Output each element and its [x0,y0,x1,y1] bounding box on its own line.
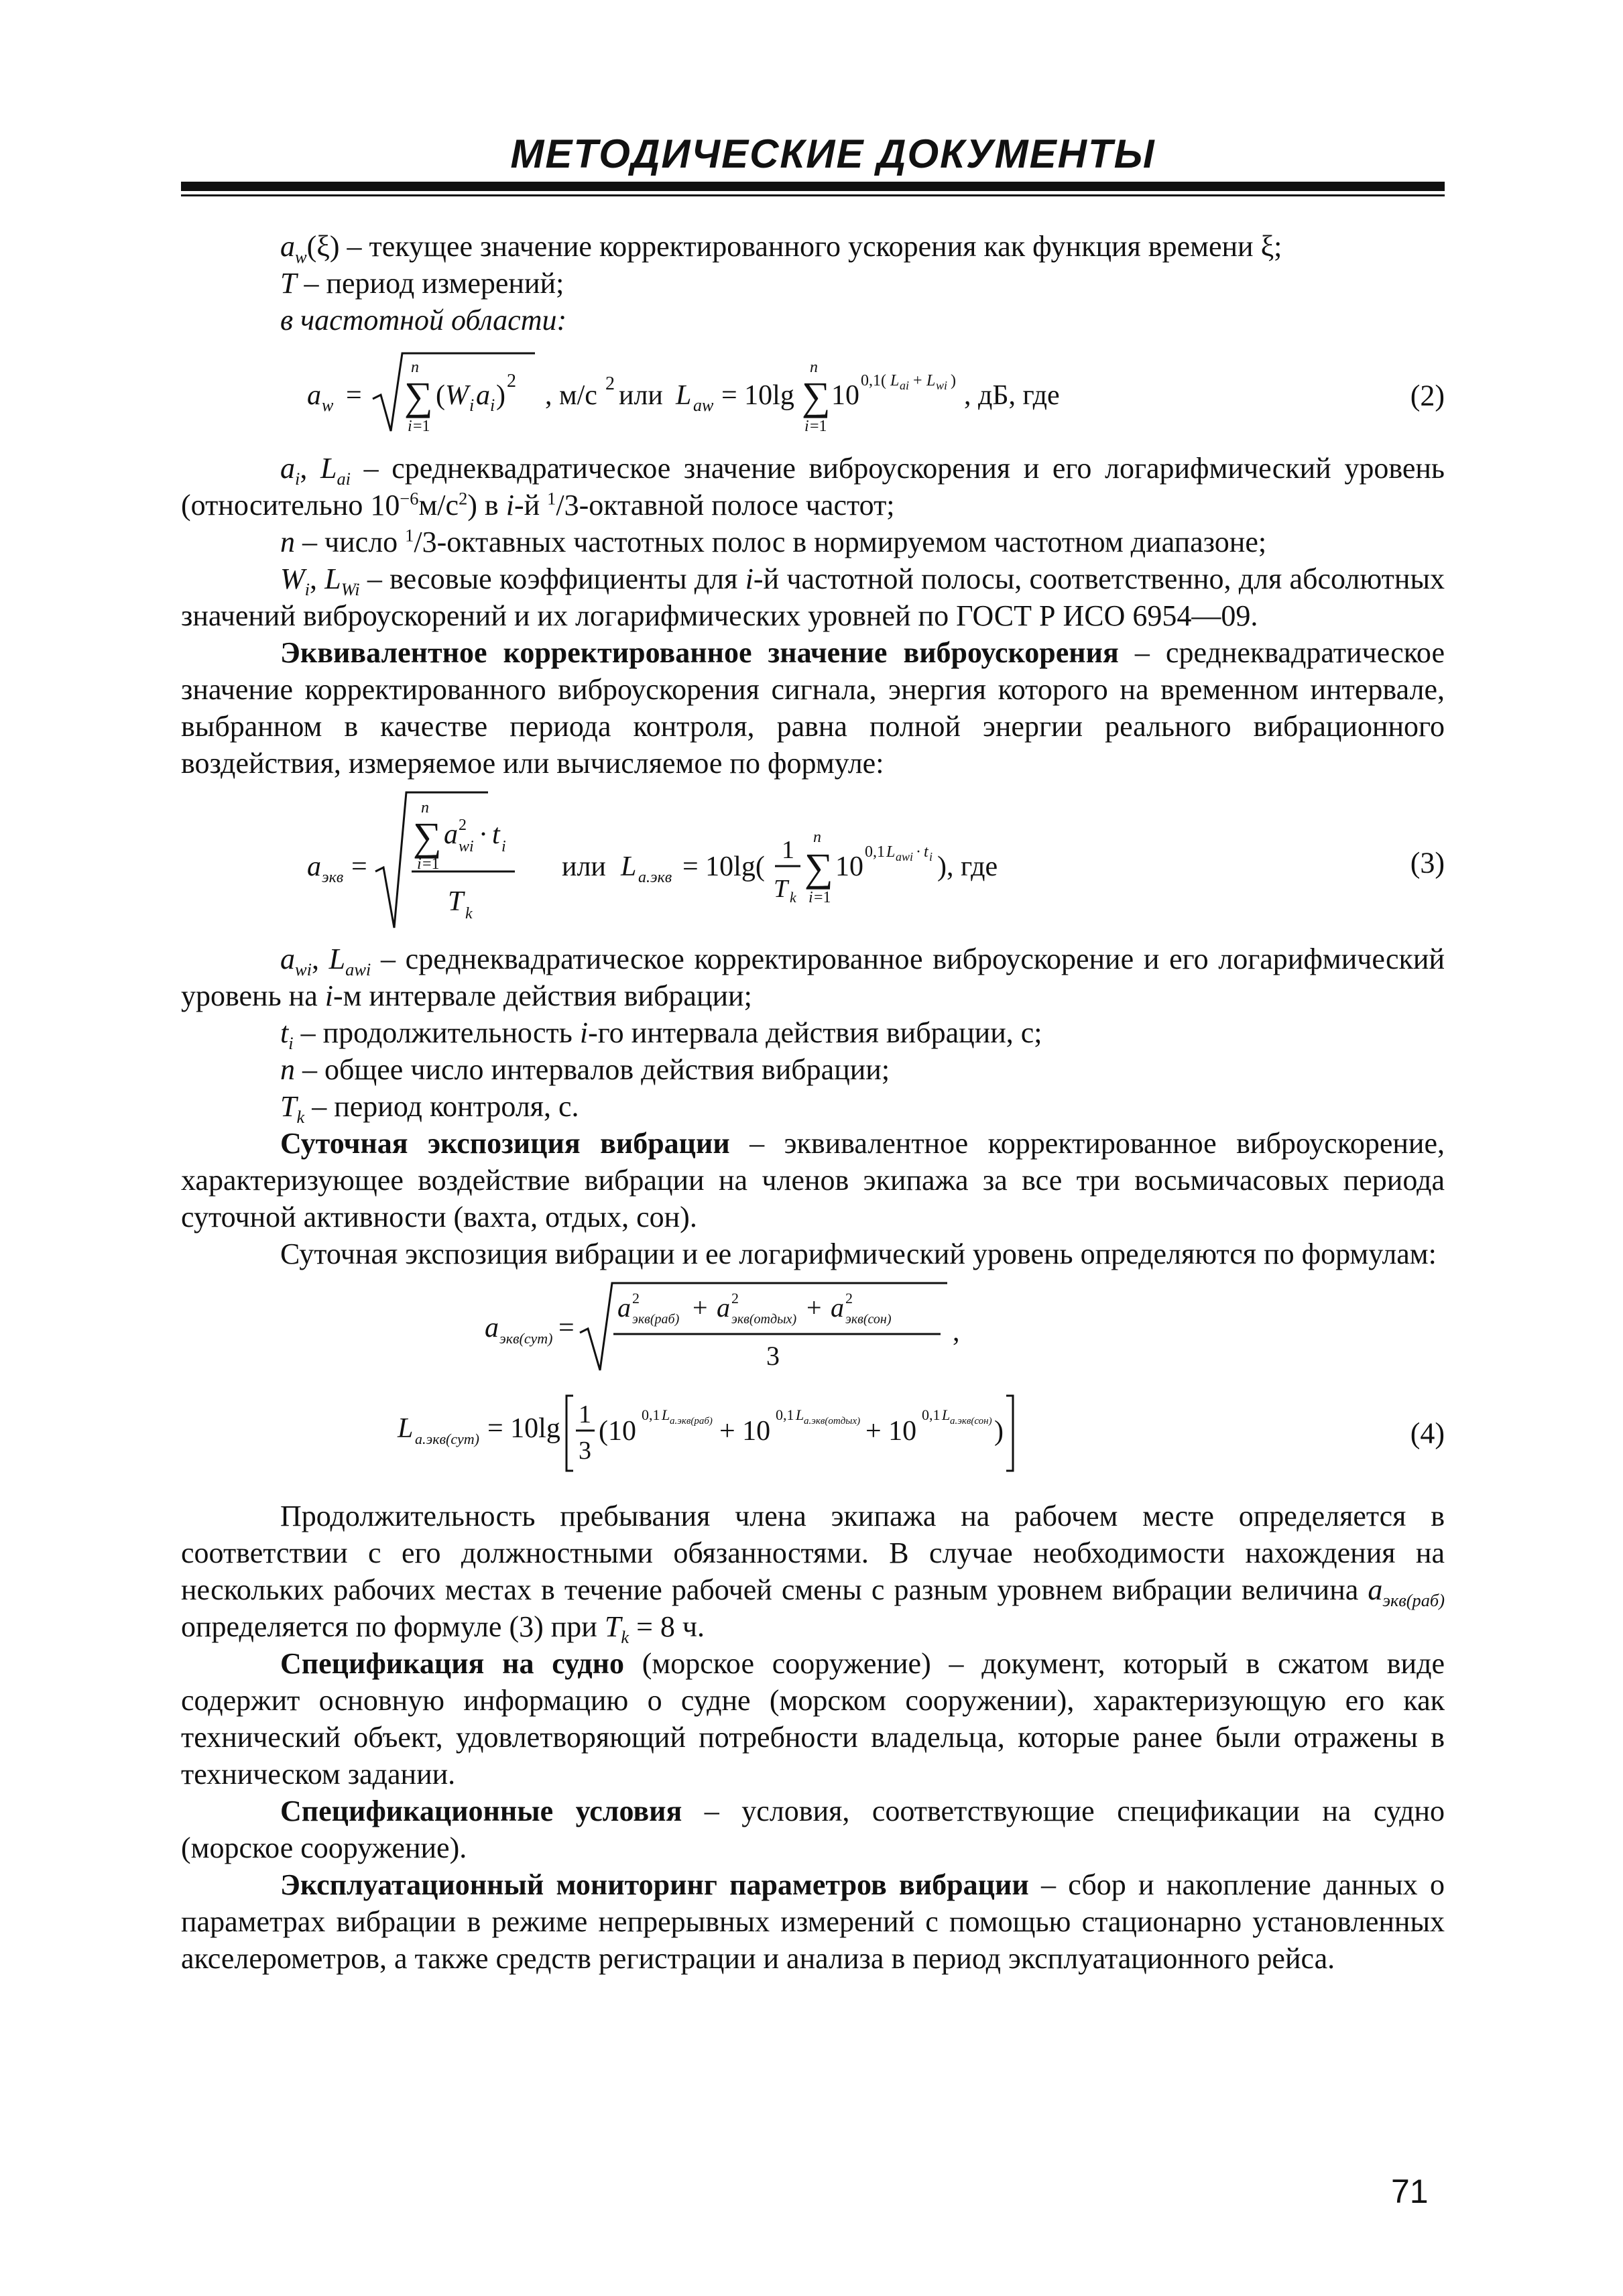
para-duration [181,1498,1445,1645]
svg-text:2: 2 [845,1290,853,1307]
sym-ai-sub: i [295,468,300,489]
svg-text:1: 1 [781,836,794,864]
svg-text:), где: ), где [937,851,998,882]
sym-T: T [280,267,297,300]
sym-Tk2: T [604,1610,621,1643]
sym-aekvrab-sub: экв(раб) [1382,1589,1445,1610]
para-ship-spec [181,1645,1445,1793]
def-ai-exp: −6 [400,488,419,509]
para-equivalent-text: – среднеквадратическое значение корректированного виброускорения сигнала, энергия которого на временном интервале, выбранном в качестве периода контроля, равна полной энергии реального вибрационного воздействия, измеряемое или вычисляемое по формуле: [181,636,1445,780]
svg-text:, дБ, где: , дБ, где [963,380,1060,411]
def-aw-text: – текущее значение корректированного ускорения как функция времени ξ; [347,230,1282,263]
sym-aw: a [280,230,295,263]
svg-text:а.экв(отдых): а.экв(отдых) [803,1416,860,1427]
svg-text:i: i [928,850,933,863]
para-duration-text2: определяется по формуле (3) при [181,1610,605,1643]
def-ai-text5: -октавной полосе частот; [579,489,895,522]
svg-text:T: T [447,886,463,917]
svg-text:,: , [952,1317,959,1347]
def-ai-text1: – среднеквадратическое значение виброускорения и его логарифмический уровень (относительно 10 [181,452,1445,522]
sym-ai: a [280,452,295,485]
svg-text:+ 10: + 10 [865,1416,916,1447]
svg-text:·: · [915,843,921,861]
sym-aw-sub: w [295,246,307,267]
svg-text:0,1(: 0,1( [860,372,886,389]
svg-text:=1: =1 [813,889,831,906]
sym-LWi: L [324,562,341,595]
svg-text:L: L [886,843,895,861]
svg-text:∑: ∑ [804,845,833,890]
para-monitoring-text: – сбор и накопление данных о параметрах вибрации в режиме непрерывных измерений с помощью стационарно установленных акселерометров, а также средств регистрации и анализа в период эксплуатационного рейса. [181,1868,1445,1975]
svg-text:=1: =1 [412,418,430,435]
svg-text:экв(раб): экв(раб) [632,1312,679,1327]
def-Tk-text: – период контроля, с. [304,1090,579,1123]
def-n-frac-num: 1 [405,525,414,546]
sym-ti-sub: i [288,1032,294,1053]
svg-text:L: L [890,372,899,389]
svg-text:+: + [806,1292,822,1323]
def-awi-i: i [324,979,333,1012]
svg-text:L: L [941,1406,950,1423]
svg-text:2: 2 [458,817,467,834]
def-Wi-text1: – весовые коэффициенты для [359,562,745,595]
sym-ti: t [280,1016,289,1049]
svg-text:i: i [808,889,813,906]
svg-text:a: a [617,1292,631,1323]
svg-text:= 10lg: = 10lg [721,380,794,411]
svg-text:L: L [397,1413,413,1444]
def-ai-text2: м/с [418,489,459,522]
para-equivalent [181,634,1445,782]
svg-text:экв(отдых): экв(отдых) [731,1312,796,1327]
svg-text:w: w [321,396,333,415]
svg-text:0,1: 0,1 [864,843,885,861]
def-ai-frac-den: /3 [556,489,579,522]
sym-n2: n [280,1053,295,1086]
svg-text:i: i [489,396,495,415]
def-n-frac-den: /3 [414,526,437,558]
svg-text:wi: wi [458,838,474,855]
def-n-text1: – число [295,526,406,558]
para-duration-text1: Продолжительность пребывания члена экипажа на рабочем месте определяется в соответствии с его должностными обязанностями. В случае необходимости нахождения на нескольких рабочих местах в течение рабочей смены с разным уровнем вибрации величина [181,1500,1445,1606]
formula-4 [181,1276,1445,1477]
svg-text:a: a [484,1313,499,1343]
svg-text:∑: ∑ [404,374,433,418]
svg-text:a: a [306,380,321,411]
term-ship-spec: Спецификация на судно [280,1647,624,1680]
def-ai-text4: -й [514,489,548,522]
svg-text:, м/с: , м/с [544,380,597,411]
svg-text:L: L [620,851,636,882]
def-ai: $a_i$, $L_{ai}$ – среднеквадратическое значение виброускорения и его логарифмический уровень (относительно $10^{-6}м/с^2$) в i-й $^1$/3-октавной полосе частот; [181,452,1445,522]
def-ti-text2: -го интервала действия вибрации, с; [588,1016,1042,1049]
def-ti-i: i [579,1016,589,1049]
sym-Lai-sub: ai [337,468,351,489]
svg-text:a: a [716,1292,730,1323]
sym-Tk-sub: k [296,1106,305,1127]
svg-text:i: i [804,418,809,435]
svg-text:∑: ∑ [412,814,442,859]
svg-text:2: 2 [731,1290,739,1307]
svg-text:0,1: 0,1 [641,1406,660,1423]
def-T-line [280,265,1445,302]
svg-text:=: = [345,380,362,411]
term-equivalent: Эквивалентное корректированное значение виброускорения [280,636,1119,669]
svg-text:i: i [407,418,412,435]
header-rule-thin [181,194,1445,196]
sym-awi-sub: wi [295,959,312,979]
def-Wi-text2: -й частотной полосы, соответственно, для абсолютных значений виброускорений и их логарифмических уровней по ГОСТ Р ИСО 6954—09. [181,562,1445,632]
para-spec-conditions [181,1793,1445,1866]
def-n-intervals [181,1051,1445,1088]
svg-text:10: 10 [835,851,863,882]
svg-text:+ 10: + 10 [719,1416,770,1447]
def-ai-text3: ) в [467,489,506,522]
svg-text:t: t [491,819,500,850]
sym-Lawi-sub: awi [345,959,371,979]
def-awi: $a_{wi}$, $L_{awi}$ – среднеквадратическое корректированное виброускорение и его логарифмический уровень на i-м интервале действия вибрации; [181,943,1445,1012]
term-spec-conditions: Спецификационные условия [280,1795,682,1827]
para-monitoring [181,1866,1445,1977]
formula-4-svg [337,1276,1209,1477]
svg-text:∑: ∑ [801,374,831,418]
svg-text:t: t [923,843,928,861]
def-ai-frac-num: 1 [547,488,556,509]
def-n2-text: – общее число интервалов действия вибрации; [295,1053,890,1086]
svg-text:L: L [795,1406,804,1423]
sym-Tk2-sub: k [621,1626,629,1647]
def-aw-line [280,228,1445,265]
svg-text:=: = [558,1313,575,1343]
svg-text:k: k [789,889,796,906]
svg-text:a: a [443,819,458,850]
sym-aw-arg: (ξ) [306,230,347,263]
def-ai-exp2: 2 [459,488,468,509]
svg-text:i: i [416,855,422,873]
svg-text:i: i [469,396,474,415]
svg-text:+: + [912,372,922,389]
svg-text:2: 2 [605,373,615,394]
page-number: 71 [1391,2173,1429,2210]
svg-text:n: n [420,799,429,817]
eq3-number: (3) [1410,846,1445,879]
svg-text:=: = [351,851,367,882]
svg-text:n: n [813,829,821,846]
def-Wi-i: i [745,562,754,595]
svg-text:или: или [618,380,663,411]
freq-domain-label: в частотной области: [280,304,567,337]
svg-text:awi: awi [895,850,913,863]
svg-text:или: или [561,851,606,882]
sym-Lawi: L [328,943,346,975]
formula-2 [181,345,1445,446]
svg-text:L: L [675,380,691,411]
para-spec-conditions-text: – условия, соответствующие спецификации на судно (морское сооружение). [181,1795,1445,1864]
def-ai-i: i [505,489,514,522]
svg-text:n: n [410,359,419,376]
svg-text:): ) [950,372,956,389]
svg-text:2: 2 [632,1290,640,1307]
svg-text:i: i [501,838,506,855]
eq2-number: (2) [1410,379,1445,412]
sym-Wi: W [280,562,305,595]
svg-text:3: 3 [766,1341,780,1371]
header-rule-thick [181,182,1445,191]
svg-text:0,1: 0,1 [775,1406,794,1423]
svg-text:=1: =1 [422,855,440,873]
svg-text:а.экв: а.экв [638,869,672,886]
document-body [181,228,1445,1977]
svg-text:экв: экв [321,869,343,886]
svg-text:(: ( [435,380,445,411]
svg-text:1: 1 [578,1400,591,1429]
svg-text:+: + [692,1292,708,1323]
svg-text:wi: wi [935,379,947,392]
def-ti [181,1014,1445,1051]
svg-text:·: · [478,819,488,850]
svg-text:а.экв(сон): а.экв(сон) [949,1416,992,1427]
svg-text:(10: (10 [598,1416,636,1447]
svg-text:=1: =1 [809,418,827,435]
term-monitoring: Эксплуатационный мониторинг параметров вибрации [280,1868,1029,1901]
def-T-text: – период измерений; [296,267,564,300]
svg-text:a: a [830,1292,844,1323]
sym-LWi-sub: Wi [341,579,360,599]
svg-text:10: 10 [831,380,859,411]
def-awi-text1: – среднеквадратическое корректированное виброускорение и его логарифмический уровень на [181,943,1445,1012]
sym-Wi-sub: i [304,579,310,599]
svg-text:L: L [926,372,935,389]
sym-Tk: T [280,1090,297,1123]
header-title: МЕТОДИЧЕСКИЕ ДОКУМЕНТЫ [510,131,1156,176]
def-n [181,524,1445,560]
svg-text:а.экв(раб): а.экв(раб) [669,1416,713,1427]
svg-text:экв(сут): экв(сут) [499,1330,552,1347]
para-duration-text3: = 8 ч. [629,1610,705,1643]
para-daily-formulas: Суточная экспозиция вибрации и ее логарифмический уровень определяются по формулам: [280,1237,1437,1270]
svg-text:a: a [306,851,321,882]
def-awi-text2: -м интервале действия вибрации; [333,979,752,1012]
svg-text:= 10lg: = 10lg [487,1413,560,1444]
svg-text:aw: aw [693,396,713,415]
def-ti-text1: – продолжительность [293,1016,580,1049]
svg-text:3: 3 [578,1437,591,1465]
formula-2-svg [294,345,1246,446]
svg-text:= 10lg(: = 10lg( [682,851,765,882]
svg-text:ai: ai [899,379,909,392]
svg-text:0,1: 0,1 [921,1406,940,1423]
svg-text:T: T [773,875,788,903]
term-daily-exposure: Суточная экспозиция вибрации [280,1127,730,1160]
sym-Lai: L [320,452,337,485]
svg-text:): ) [994,1416,1004,1447]
def-Wi: $W_i$, $L_{Wi}$ – весовые коэффициенты для i-й частотной полосы, соответственно, для абсолютных значений виброускорений и их логарифмических уровней по ГОСТ Р ИСО 6954—09. [181,562,1445,632]
svg-text:L: L [661,1406,670,1423]
svg-text:a: a [475,380,490,411]
eq4-number: (4) [1410,1416,1445,1450]
sym-awi: a [280,943,295,975]
page-header [181,131,1445,196]
formula-3 [181,787,1445,938]
para-ship-spec-text: (морское сооружение) – документ, который в сжатом виде содержит основную информацию о судне (морском сооружении), характеризующую его как технический объект, удовлетворяющий потребности владельца, которые ранее были отражены в техническом задании. [181,1647,1445,1791]
def-Tk [181,1088,1445,1125]
sym-aekvrab: a [1368,1573,1383,1606]
svg-text:k: k [465,905,473,922]
svg-text:2: 2 [506,371,516,391]
svg-text:а.экв(сут): а.экв(сут) [414,1431,479,1447]
svg-text:): ) [495,380,505,411]
def-n-text2: -октавных частотных полос в нормируемом частотном диапазоне; [436,526,1267,558]
formula-3-svg [294,787,1219,938]
svg-text:W: W [444,380,469,411]
para-daily-text: – эквивалентное корректированное виброускорение, характеризующее воздействие вибрации на членов экипажа за все три восьмичасовых периода суточной активности (вахта, отдых, сон). [181,1127,1445,1233]
para-daily-exposure [181,1125,1445,1235]
sym-n: n [280,526,295,558]
svg-text:экв(сон): экв(сон) [845,1312,891,1327]
svg-text:n: n [809,359,818,376]
